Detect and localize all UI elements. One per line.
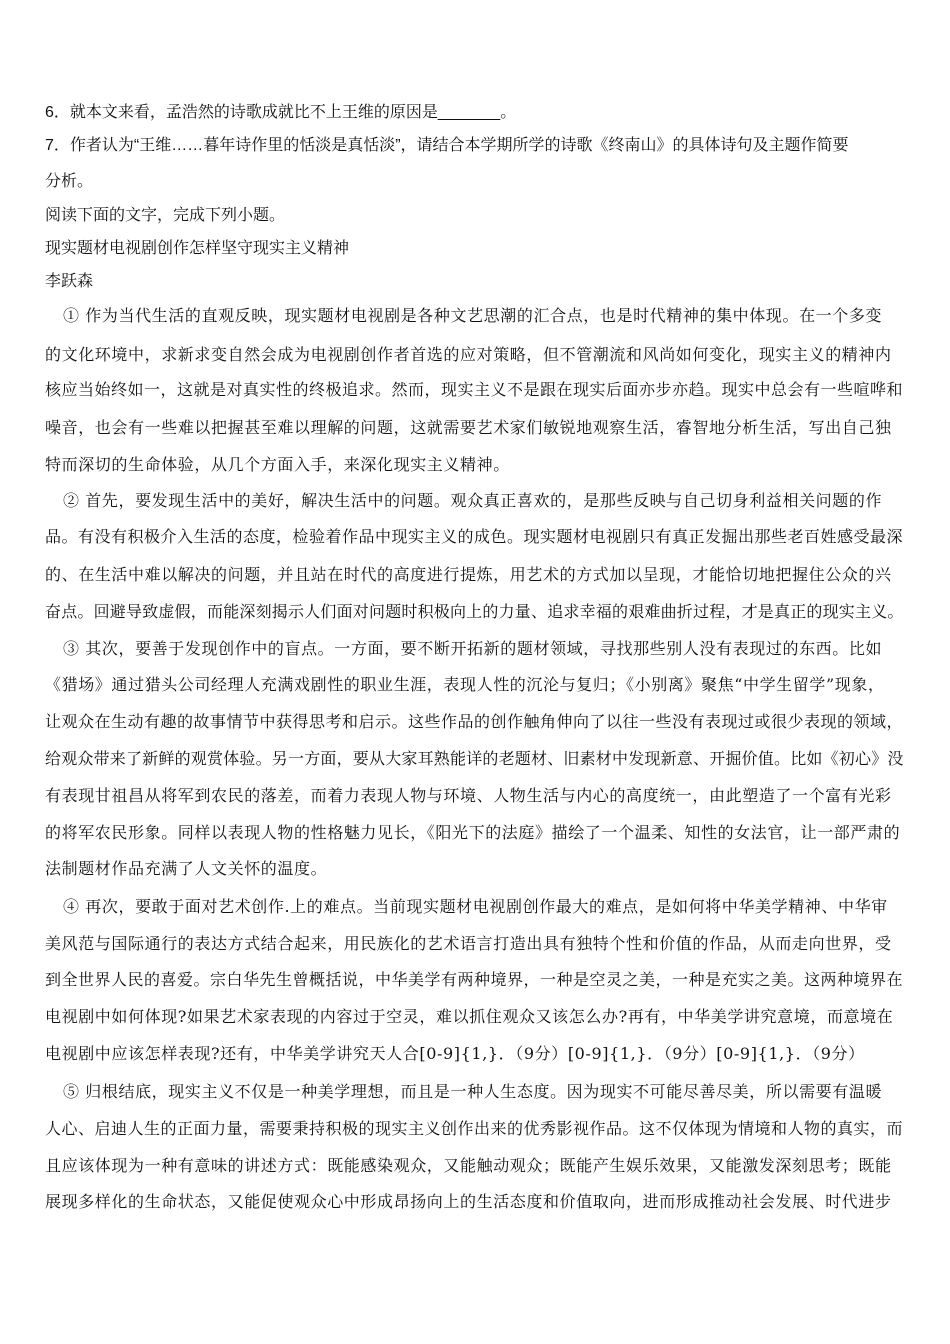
paragraph-line: 展现多样化的生命状态，又能促使观众心中形成昂扬向上的生活态度和价值取向，进而形成推动社会发展、时代进步 [45, 1192, 892, 1211]
paragraph-line: ④ 再次，要敢于面对艺术创作.上的难点。当前现实题材电视剧创作最大的难点，是如何将中华美学精神、中华审 [63, 897, 888, 916]
paragraph-line: 的文化环境中，求新求变自然会成为电视剧创作者首选的应对策略，但不管潮流和风尚如何变化，现实主义的精神内 [45, 345, 892, 364]
paragraph-line: 给观众带来了新鲜的观赏体验。另一方面，要从大家耳熟能详的老题材、旧素材中发现新意、开掘价值。比如《初心》没 [45, 749, 904, 768]
question-6: 6．就本文来看，孟浩然的诗歌成就比不上王维的原因是_______。 [45, 104, 517, 121]
paragraph-line: ② 首先，要发现生活中的美好，解决生活中的问题。观众真正喜欢的，是那些反映与自己切身利益相关问题的作 [63, 491, 883, 510]
paragraph-line: 品。有没有积极介入生活的态度，检验着作品中现实主义的成色。现实题材电视剧只有真正发掘出那些老百姓感受最深 [45, 527, 904, 546]
paragraph-line: 人心、启迪人生的正面力量，需要秉持积极的现实主义创作出来的优秀影视作品。这不仅体现为情境和人物的真实，而 [45, 1119, 904, 1138]
paragraph-line: 奋点。回避导致虚假，而能深刻揭示人们面对问题时积极向上的力量、追求幸福的艰难曲折过程，才是真正的现实主义。 [45, 602, 904, 621]
paragraph-line: 且应该体现为一种有意味的讲述方式：既能感染观众，又能触动观众；既能产生娱乐效果，又能激发深刻思考；既能 [45, 1156, 892, 1175]
paragraph-line: 的、在生活中难以解决的问题，并且站在时代的高度进行提炼，用艺术的方式加以呈现，才能恰切地把握住公众的兴 [45, 565, 892, 584]
paragraph-line: 电视剧中如何体现?如果艺术家表现的内容过于空灵，难以抓住观众又该怎么办?再有，中华美学讲究意境，而意境在 [45, 1007, 894, 1026]
question-7-line-1: 7．作者认为“王维……暮年诗作里的恬淡是真恬淡”，请结合本学期所学的诗歌《终南山》的具体诗句及主题作简要 [45, 137, 849, 154]
paragraph-line: 法制题材作品充满了人文关怀的温度。 [45, 859, 328, 878]
article-title: 现实题材电视剧创作怎样坚守现实主义精神 [45, 240, 350, 257]
paragraph-line: 特而深切的生命体验，从几个方面入手，来深化现实主义精神。 [45, 455, 510, 474]
paragraph-line: 美风范与国际通行的表达方式结合起来，用民族化的艺术语言打造出具有独特个性和价值的作品，从而走向世界，受 [45, 934, 892, 953]
paragraph-line: 到全世界人民的喜爱。宗白华先生曾概括说，中华美学有两种境界，一种是空灵之美，一种是充实之美。这两种境界在 [45, 970, 904, 989]
paragraph-line: 电视剧中应该怎样表现?还有，中华美学讲究天人合[0-9]{1,}．（9分）[0-9]{1,}．（9分）[0-9]{1,}．（9分） [45, 1044, 865, 1063]
paragraph-line: 让观众在生动有趣的故事情节中获得思考和启示。这些作品的创作触角伸向了以往一些没有表现过或很少表现的领域， [45, 712, 904, 731]
paragraph-line: 有表现甘祖昌从将军到农民的落差，而着力表现人物与环境、人物生活与内心的高度统一，由此塑造了一个富有光彩 [45, 786, 892, 805]
article-author: 李跃森 [45, 273, 94, 290]
paragraph-line: 《猎场》通过猎头公司经理人充满戏剧性的职业生涯，表现人性的沉沦与复归；《小别离》聚焦“中学生留学”现象， [45, 675, 885, 694]
paragraph-line: ③ 其次，要善于发现创作中的盲点。一方面，要不断开拓新的题材领域，寻找那些别人没有表现过的东西。比如 [63, 639, 883, 658]
paragraph-line: 的将军农民形象。同样以表现人物的性格魅力见长，《阳光下的法庭》描绘了一个温柔、知性的女法官，让一部严肃的 [45, 823, 901, 842]
paragraph-line: ① 作为当代生活的直观反映，现实题材电视剧是各种文艺思潮的汇合点，也是时代精神的集中体现。在一个多变 [63, 306, 883, 325]
paragraph-line: ⑤ 归根结底，现实主义不仅是一种美学理想，而且是一种人生态度。因为现实不可能尽善尽美，所以需要有温暖 [63, 1082, 883, 1101]
question-7-line-2: 分析。 [45, 173, 94, 190]
reading-instruction: 阅读下面的文字，完成下列小题。 [45, 207, 286, 224]
paragraph-line: 核应当始终如一，这就是对真实性的终极追求。然而，现实主义不是跟在现实后面亦步亦趋。现实中总会有一些喧哗和 [45, 380, 904, 399]
paragraph-line: 噪音，也会有一些难以把握甚至难以理解的问题，这就需要艺术家们敏锐地观察生活，睿智地分析生活，写出自己独 [45, 418, 892, 437]
